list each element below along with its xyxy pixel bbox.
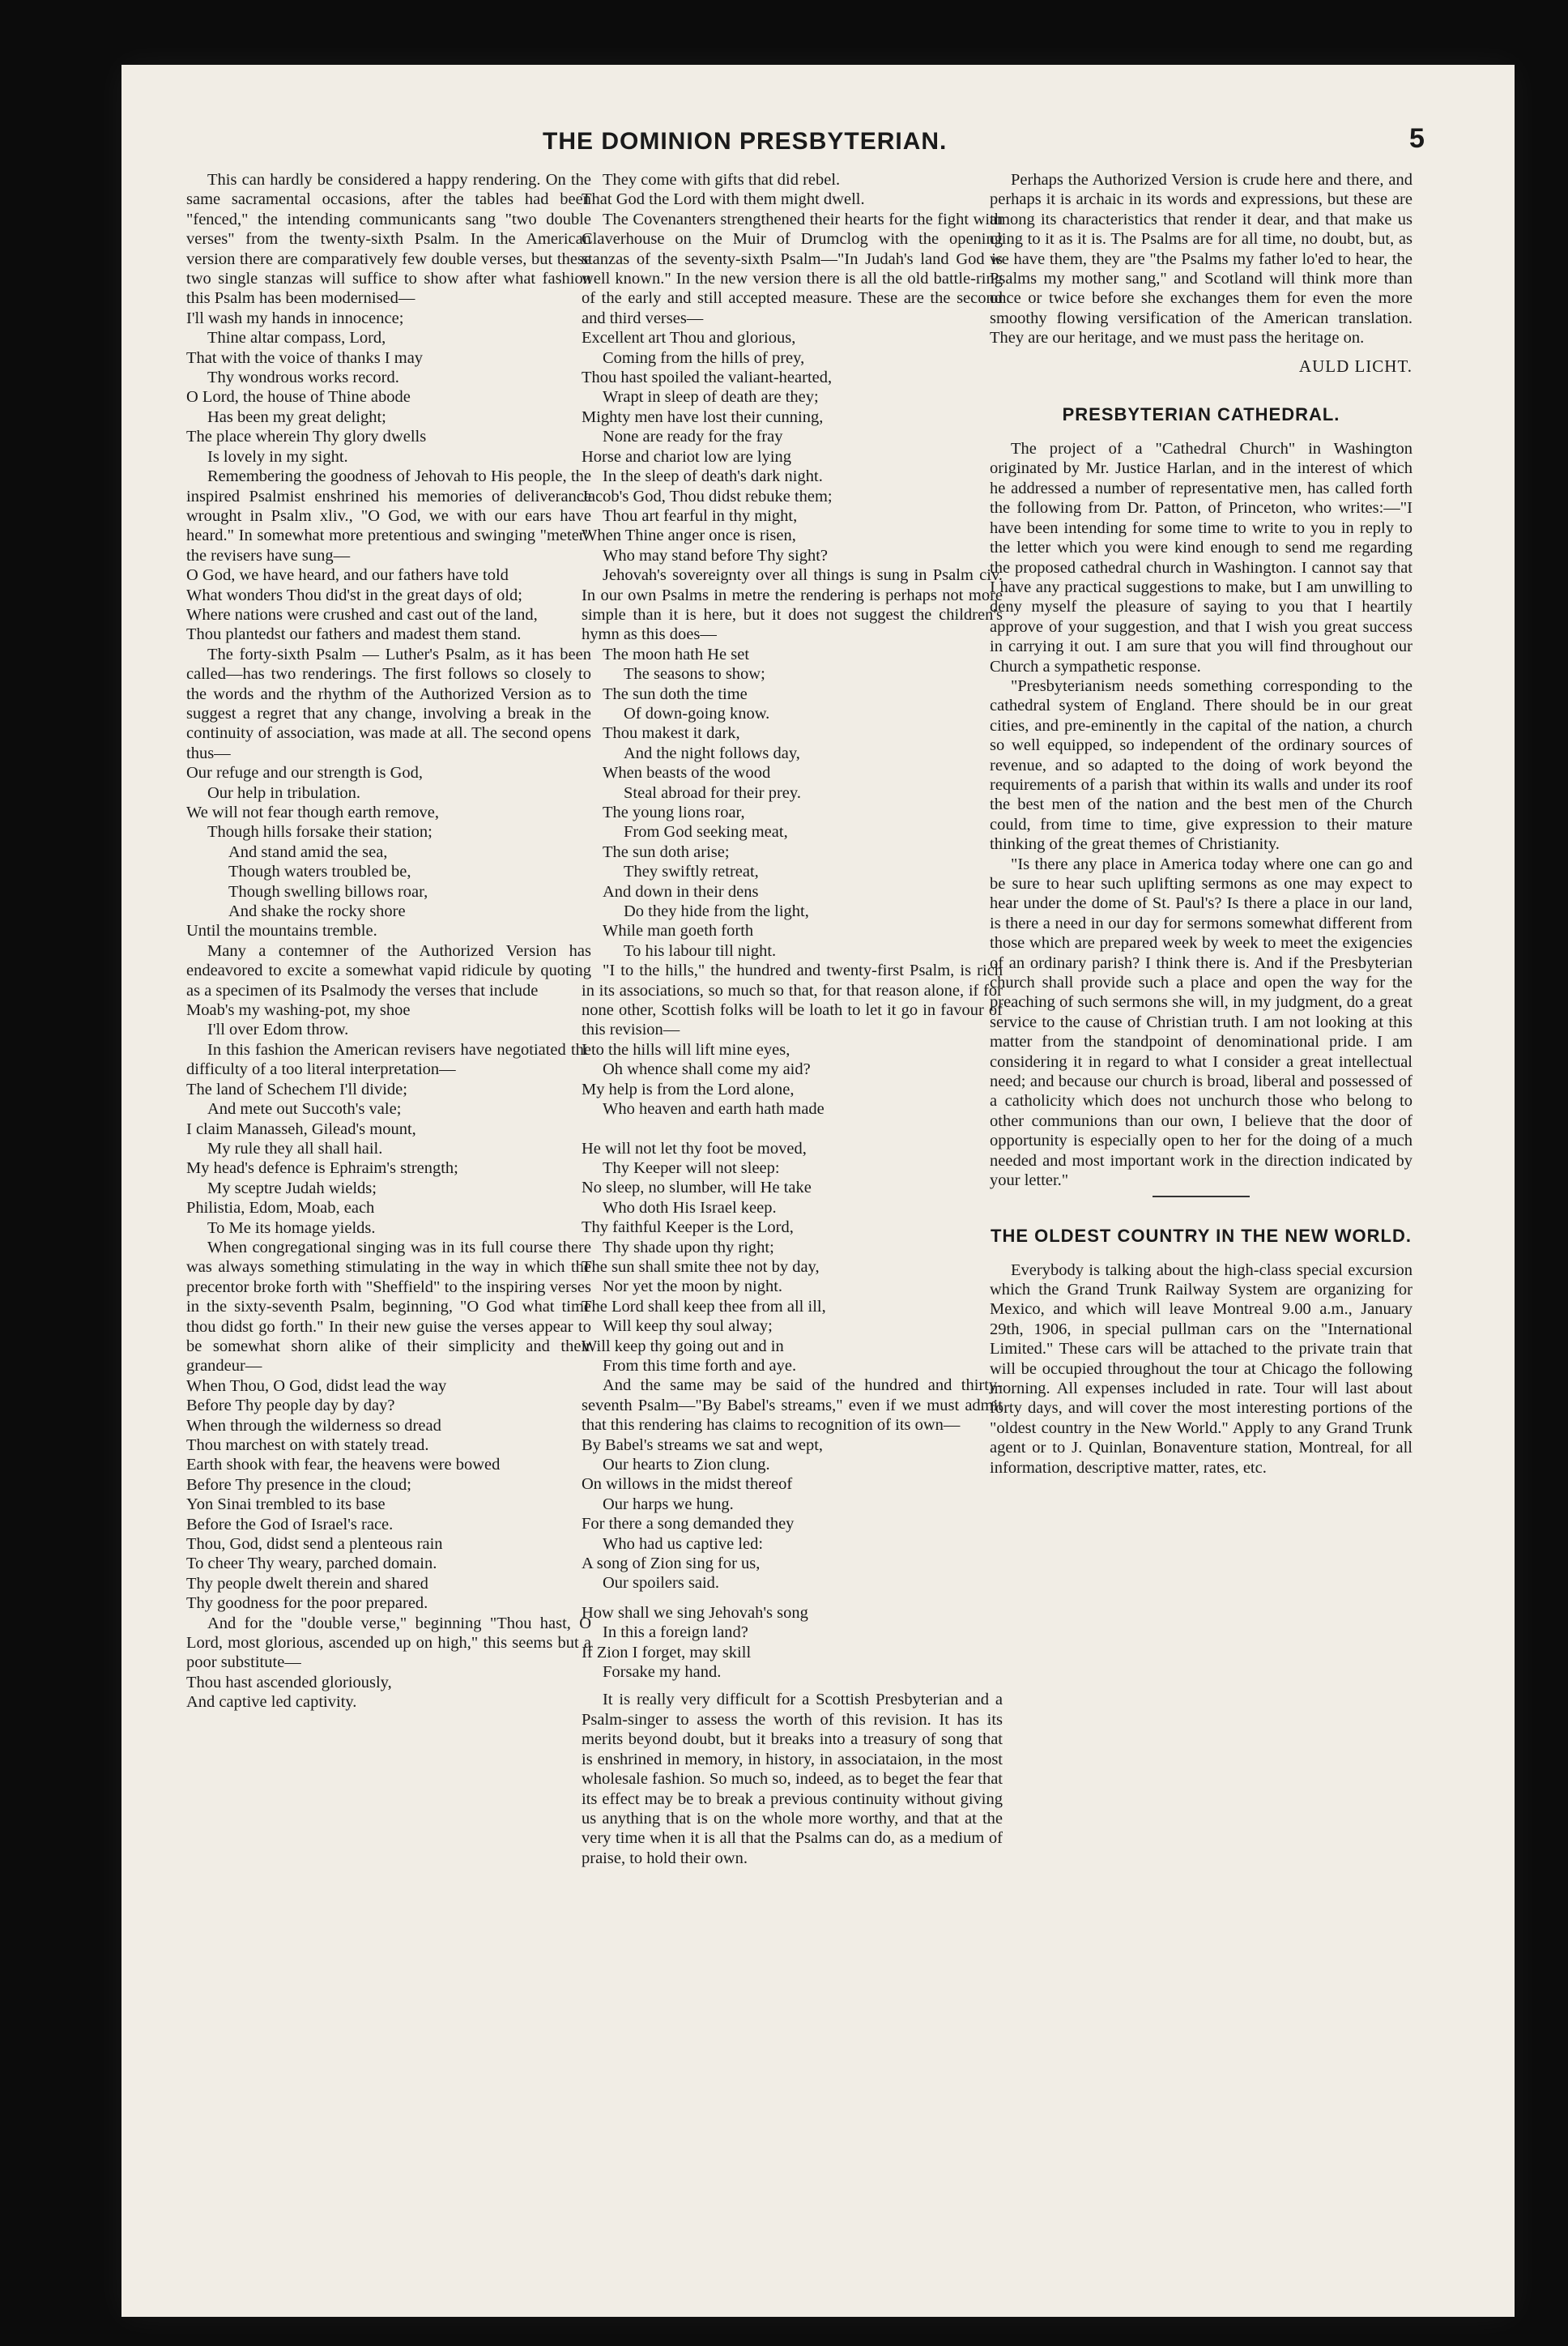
verse-line: Of down-going know. — [624, 704, 770, 723]
paragraph: It is really very difficult for a Scottish Presbyterian and a Psalm-singer to assess the worth of this revision. It has its merits beyond doubt, but it breaks into a treasury of song that is enshrined in memory, in history, in associataion, in the most wholesale fashion. So much so, indeed, as to beget the fear that its effect may be to break a previous continuity without giving us anything that is on the whole more worthy, and that at the very time when it is all that the Psalms can do, as a medium of praise, to hold their own. — [582, 1691, 1003, 1867]
verse-line: Thou, God, didst send a plenteous rain — [186, 1535, 443, 1554]
verse-block — [186, 1376, 591, 1614]
verse-line: We will not fear though earth remove, — [186, 804, 440, 821]
verse-line: I claim Manasseh, Gilead's mount, — [186, 1120, 416, 1138]
paragraph: And for the "double verse," beginning "Thou hast, O Lord, most glorious, ascended up on high," this seems but a poor substitute— — [186, 1614, 591, 1672]
verse-line: And stand amid the sea, — [228, 842, 388, 861]
verse-line: When Thou, O God, didst lead the way — [186, 1376, 447, 1395]
verse-line: Before Thy presence in the cloud; — [186, 1475, 411, 1494]
verse-line: He will not let thy foot be moved, — [582, 1139, 807, 1158]
verse-line: And mete out Succoth's vale; — [207, 1100, 402, 1119]
author-signature: AULD LICHT. — [1298, 356, 1412, 376]
paragraph: Remembering the goodness of Jehovah to His people, the inspired Psalmist enshrined his memories of deliverance wrought in Psalm xliv., "O God, we with our ears have heard." In somewhat more pretentious and swinging "meter" the revisers have sung— — [186, 467, 591, 565]
verse-line: Will keep thy going out and in — [582, 1337, 784, 1355]
verse-line: The sun doth arise; — [603, 842, 730, 861]
verse-block — [186, 1673, 591, 1713]
verse-line: Thou hast spoiled the valiant-hearted, — [582, 369, 833, 387]
verse-line: That God the Lord with them might dwell. — [582, 190, 865, 209]
paragraph: Perhaps the Authorized Version is crude here and there, and perhaps it is archaic in its words and expressions, but these are among its characteristics that render it dear, and that make us cling to it as it is. The Psalms are for all time, no doubt, but, as we have them, they are "the Psalms my father lo'ed to hear, the Psalms my mother sang," and Scotland will think more than once or twice before she exchanges them for even the more smoothy flowing versification of the American translation. They are our heritage, and we must pass the heritage on. — [990, 171, 1412, 348]
verse-line: My help is from the Lord alone, — [582, 1080, 795, 1098]
verse-line: No sleep, no slumber, will He take — [582, 1179, 812, 1197]
verse-line: Wrapt in sleep of death are they; — [603, 388, 819, 407]
verse-line: Thou hast ascended gloriously, — [186, 1673, 392, 1691]
verse-line: Who may stand before Thy sight? — [603, 546, 829, 565]
masthead-title: THE DOMINION PRESBYTERIAN. — [543, 128, 948, 155]
section-heading: THE OLDEST COUNTRY IN THE NEW WORLD. — [991, 1225, 1412, 1246]
verse-line: Though waters troubled be, — [228, 863, 411, 881]
verse-line: If Zion I forget, may skill — [582, 1643, 752, 1661]
verse-line: Thy faithful Keeper is the Lord, — [582, 1218, 794, 1237]
verse-line: That with the voice of thanks I may — [186, 348, 424, 367]
verse-line: Yon Sinai trembled to its base — [186, 1495, 386, 1514]
paragraph: Jehovah's sovereignty over all things is sung in Psalm civ. In our own Psalms in metre the rendering is perhaps not more simple than it is here, but it does not suggest the children's hymn as this does— — [582, 566, 1003, 644]
section-divider — [1153, 1196, 1250, 1197]
verse-line: A song of Zion sing for us, — [582, 1555, 761, 1573]
verse-line: Who had us captive led: — [603, 1534, 764, 1553]
verse-block — [582, 1435, 1003, 1683]
verse-line: Philistia, Edom, Moab, each — [186, 1199, 375, 1218]
verse-line: When beasts of the wood — [603, 764, 771, 783]
verse-line: Thy people dwelt therein and shared — [186, 1574, 428, 1593]
verse-line: Before the God of Israel's race. — [186, 1515, 394, 1533]
verse-line: And shake the rocky shore — [228, 902, 406, 921]
verse-line: Thou makest it dark, — [603, 724, 740, 743]
verse-line: O Lord, the house of Thine abode — [186, 388, 411, 407]
verse-line: Do they hide from the light, — [624, 902, 809, 921]
verse-line: To Me its homage yields. — [207, 1218, 376, 1237]
verse-line: Thine altar compass, Lord, — [207, 329, 386, 348]
verse-line: By Babel's streams we sat and wept, — [582, 1435, 824, 1454]
verse-line: I'll wash my hands in innocence; — [186, 309, 404, 327]
verse-line: Is lovely in my sight. — [207, 447, 348, 466]
verse-line: I to the hills will lift mine eyes, — [582, 1040, 790, 1059]
verse-line: In the sleep of death's dark night. — [603, 467, 823, 486]
verse-line: The sun shall smite thee not by day, — [582, 1257, 820, 1276]
verse-line: They come with gifts that did rebel. — [603, 171, 841, 189]
verse-block — [582, 328, 1003, 565]
verse-block — [582, 645, 1003, 962]
verse-line: Our refuge and our strength is God, — [186, 764, 424, 783]
paragraph: Many a contemner of the Authorized Version has endeavored to excite a somewhat vapid ridicule by quoting as a specimen of its Psalmody the verses that include — [186, 941, 591, 1000]
verse-line: Thou marchest on with stately tread. — [186, 1436, 429, 1454]
verse-line: Moab's my washing-pot, my shoe — [186, 1001, 411, 1020]
paragraph: The forty-sixth Psalm — Luther's Psalm, as it has been called—has two renderings. The first follows so closely to the words and the rhythm of the Authorized Version as to suggest a regret that any change, involving a break in the continuity of association, was made at all. The second opens thus— — [186, 645, 591, 762]
verse-line: Who heaven and earth hath made — [603, 1100, 824, 1119]
verse-block — [186, 1080, 591, 1238]
verse-line: The seasons to show; — [624, 665, 765, 684]
verse-block — [186, 763, 591, 941]
verse-line: My sceptre Judah wields; — [207, 1179, 377, 1197]
verse-line: Though hills forsake their station; — [207, 823, 432, 842]
paragraph: The Covenanters strengthened their hearts for the fight with Claverhouse on the Muir of Drumclog with the opening stanzas of the seventy-sixth Psalm—"In Judah's land God is well known." In the new version there is all the old battle-ring of the early and still accepted measure. These are the second and third verses— — [582, 210, 1003, 327]
verse-line: To cheer Thy weary, parched domain. — [186, 1555, 437, 1573]
paragraph: In this fashion the American revisers have negotiated the difficulty of a too literal interpretation— — [186, 1040, 591, 1079]
verse-block — [582, 170, 1003, 210]
verse-line: Though swelling billows roar, — [228, 882, 428, 901]
column-3 — [990, 170, 1412, 1478]
verse-line: My head's defence is Ephraim's strength; — [186, 1159, 458, 1178]
verse-line: Where nations were crushed and cast out of the land, — [186, 605, 538, 624]
verse-line: O God, we have heard, and our fathers have told — [186, 566, 509, 585]
verse-line: They swiftly retreat, — [624, 863, 759, 881]
verse-line: The sun doth the time — [603, 685, 748, 703]
verse-line: Excellent art Thou and glorious, — [582, 329, 796, 348]
verse-line: And captive led captivity. — [186, 1693, 357, 1712]
verse-line: Our harps we hung. — [603, 1495, 734, 1513]
verse-line: And down in their dens — [603, 882, 759, 901]
verse-line: Earth shook with fear, the heavens were bowed — [186, 1456, 501, 1474]
verse-line: Thou plantedst our fathers and madest them stand. — [186, 625, 522, 644]
paragraph: Everybody is talking about the high-class special excursion which the Grand Trunk Railway System are organizing for Mexico, and which will leave Montreal 9.00 a.m., January 29th, 1906, in special pullman cars on the "International Limited." These cars will be attached to the private train that will be occupied throughout the tour at Chicago the following morning. All expenses included in rate. Tour will last about forty days, and will cover the most interesting portions of the "oldest country in the New World." Apply to any Grand Trunk agent or to J. Quinlan, Bonaventure station, Montreal, for all information, descriptive matter, rates, etc. — [990, 1260, 1412, 1477]
verse-line: In this a foreign land? — [603, 1623, 748, 1642]
paragraph: And the same may be said of the hundred and thirty-seventh Psalm—"By Babel's streams," even if we must admit that this rendering has claims to recognition of its own— — [582, 1376, 1003, 1435]
verse-line: Oh whence shall come my aid? — [603, 1060, 811, 1079]
verse-line: Thy shade upon thy right; — [603, 1238, 774, 1256]
verse-line: Mighty men have lost their cunning, — [582, 407, 824, 426]
paragraph: The project of a "Cathedral Church" in Washington originated by Mr. Justice Harlan, and in the interest of which he addressed a number of representative men, has called forth the following from Dr. Patton, of Princeton, who writes:—"I have been intending for some time to write to you in reply to the letter which you were kind enough to send me regarding the proposed cathedral church in Washington. I cannot say that I have any practical suggestions to make, but I am unwilling to deny myself the pleasure of saying to you that I heartily approve of your suggestion, and that I wish you great success in carrying it out. I am sure that you will find throughout our Church a sympathetic response. — [990, 440, 1412, 676]
newspaper-page — [121, 65, 1515, 2317]
verse-line: When through the wilderness so dread — [186, 1416, 441, 1435]
verse-line: I'll over Edom throw. — [207, 1021, 349, 1039]
verse-block — [186, 309, 591, 467]
verse-block — [186, 1000, 591, 1040]
paragraph: "Presbyterianism needs something corresponding to the cathedral system of England. There should be in our great cities, and pre-eminently in the capital of the nation, a church so well equipped, so independent of the ordinary sources of revenue, and so adapted to the doing of work beyond the requirements of a parish that within its walls and under its roof the best men of the nation and the best men of the Church could, from time to time, give expression to their mature thinking of the great themes of Christianity. — [990, 676, 1412, 854]
verse-line: When Thine anger once is risen, — [582, 527, 796, 545]
verse-line: Thou art fearful in thy might, — [603, 506, 798, 525]
verse-line: Has been my great delight; — [207, 407, 386, 426]
verse-line: For there a song demanded they — [582, 1515, 795, 1533]
verse-block — [186, 565, 591, 645]
verse-line: Forsake my hand. — [603, 1663, 722, 1682]
verse-line: The Lord shall keep thee from all ill, — [582, 1297, 826, 1316]
verse-line: Our help in tribulation. — [207, 783, 361, 802]
column-2 — [582, 170, 1003, 1868]
verse-line: Thy wondrous works record. — [207, 369, 399, 387]
verse-line: While man goeth forth — [603, 922, 754, 941]
verse-line: Horse and chariot low are lying — [582, 447, 792, 466]
verse-line: Before Thy people day by day? — [186, 1397, 395, 1415]
verse-line: On willows in the midst thereof — [582, 1475, 793, 1494]
verse-line: And the night follows day, — [624, 744, 800, 762]
verse-line: How shall we sing Jehovah's song — [582, 1603, 808, 1622]
paragraph: "I to the hills," the hundred and twenty-first Psalm, is rich in its associations, so much so that, for that reason alone, if for none other, Scottish folks will be loath to let it go in favour of this revision— — [582, 962, 1003, 1039]
verse-line: The moon hath He set — [603, 645, 750, 663]
verse-line: The place wherein Thy glory dwells — [186, 428, 427, 446]
page-number: 5 — [1409, 123, 1425, 154]
verse-line: Who doth His Israel keep. — [603, 1198, 777, 1217]
column-1 — [186, 170, 591, 1713]
verse-line: Steal abroad for their prey. — [624, 783, 801, 802]
verse-line: Nor yet the moon by night. — [603, 1278, 783, 1296]
verse-line: Will keep thy soul alway; — [603, 1317, 773, 1336]
verse-line: Until the mountains tremble. — [186, 922, 377, 941]
verse-line: To his labour till night. — [624, 941, 777, 960]
verse-line: The land of Schechem I'll divide; — [186, 1080, 407, 1098]
verse-line: Our hearts to Zion clung. — [603, 1456, 770, 1474]
verse-line: None are ready for the fray — [603, 428, 783, 446]
section-heading: PRESBYTERIAN CATHEDRAL. — [1062, 404, 1340, 425]
verse-line: The young lions roar, — [603, 804, 745, 821]
verse-line: What wonders Thou did'st in the great days of old; — [186, 586, 522, 604]
verse-line: Coming from the hills of prey, — [603, 348, 805, 367]
verse-line: Thy Keeper will not sleep: — [603, 1158, 780, 1177]
verse-line: Thy goodness for the poor prepared. — [186, 1594, 428, 1613]
paragraph: When congregational singing was in its full course there was always something stimulating in the way in which the precentor broke forth with "Sheffield" to the inspiring verses in the sixty-seventh Psalm, beginning, "O God what time thou didst go forth." In their new guise the verses appear to be somewhat shorn alike of their simplicity and their grandeur— — [186, 1238, 591, 1376]
verse-line: Our spoilers said. — [603, 1574, 720, 1593]
verse-line: Jacob's God, Thou didst rebuke them; — [582, 487, 833, 505]
verse-line: From God seeking meat, — [624, 823, 788, 842]
verse-line: My rule they all shall hail. — [207, 1139, 383, 1158]
paragraph: This can hardly be considered a happy rendering. On the same sacramental occasions, after the tables had been "fenced," the intending communicants sang "two double verses" from the twenty-sixth Psalm. In the American version there are comparatively few double verses, but these two single stanzas will suffice to show after what fashion this Psalm has been modernised— — [186, 171, 591, 308]
verse-block — [582, 1040, 1003, 1376]
paragraph: "Is there any place in America today where one can go and be sure to hear such uplifting sermons as one may expect to hear under the dome of St. Paul's? Is there a place in our land, is there a need in our day for sermons somewhat different from those which are prepared week by week to meet the exigencies of an ordinary parish? I think there is. And if the Presbyterian church shall provide such a place and open the way for the preaching of such sermons she will, in my judgment, do a great service to the cause of Christian truth. I am not looking at this matter from the standpoint of denominational pride. I am considering it in regard to what I consider a great intellectual need; and because our church is broad, liberal and possessed of a catholicity which does not unchurch those who belong to other communions than our own, I believe that the door of opportunity is especially open to her for the doing of a much needed and most important work in the direction indicated by your letter." — [990, 855, 1412, 1190]
verse-line: From this time forth and aye. — [603, 1356, 797, 1375]
